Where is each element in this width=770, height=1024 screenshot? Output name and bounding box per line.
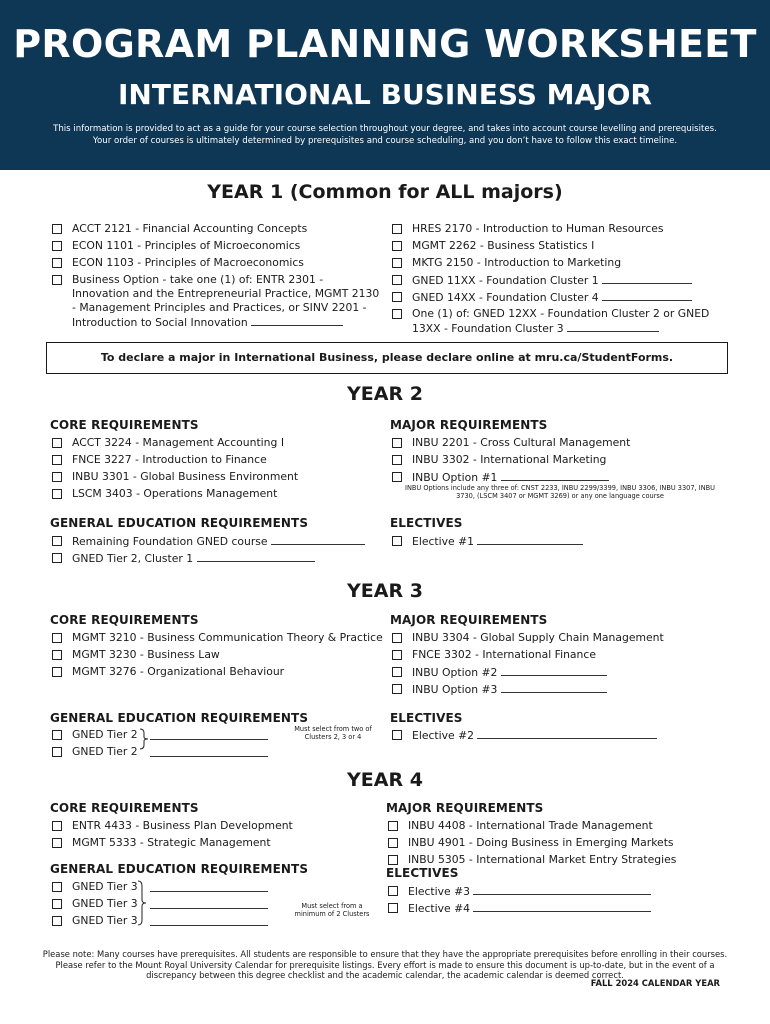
checklist-item[interactable]: INBU Option #3 [390, 682, 607, 697]
write-in-blank[interactable] [501, 665, 607, 676]
checkbox[interactable] [52, 747, 62, 757]
checkbox[interactable] [52, 438, 62, 448]
page-title: PROGRAM PLANNING WORKSHEET [13, 22, 757, 66]
checklist-item[interactable]: INBU 5305 - International Market Entry Strategies [386, 853, 676, 867]
checkbox[interactable] [392, 455, 402, 465]
checklist-item[interactable]: MGMT 3230 - Business Law [50, 648, 220, 662]
checkbox[interactable] [52, 489, 62, 499]
cluster-selection-note: Must select from two of Clusters 2, 3 or 4 [294, 725, 372, 741]
checklist-item[interactable]: INBU 3304 - Global Supply Chain Management [390, 631, 664, 645]
checklist-item[interactable]: MGMT 5333 - Strategic Management [50, 836, 271, 850]
electives-label: ELECTIVES [386, 866, 459, 880]
write-in-blank[interactable] [477, 534, 583, 545]
calendar-year-label: FALL 2024 CALENDAR YEAR [590, 978, 720, 988]
general-education-label: GENERAL EDUCATION REQUIREMENTS [50, 862, 309, 876]
checklist-item[interactable]: INBU 4901 - Doing Business in Emerging Markets [386, 836, 674, 850]
major-requirements-label: MAJOR REQUIREMENTS [390, 418, 548, 432]
checkbox[interactable] [52, 899, 62, 909]
core-requirements-label: CORE REQUIREMENTS [50, 418, 199, 432]
checkbox[interactable] [392, 258, 402, 268]
checkbox[interactable] [392, 438, 402, 448]
checklist-item[interactable]: Elective #2 [390, 728, 657, 743]
checklist-item[interactable]: MGMT 3276 - Organizational Behaviour [50, 665, 284, 679]
checkbox[interactable] [392, 667, 402, 677]
note-line-1: Please note: Many courses have prerequisites. All students are responsible to ensure that they have the appropriate prerequisites before enrolling in their courses. [42, 949, 728, 959]
brace-icon [138, 728, 150, 750]
checklist-item[interactable]: LSCM 3403 - Operations Management [50, 487, 277, 501]
checklist-item[interactable]: INBU 4408 - International Trade Management [386, 819, 653, 833]
checklist-item[interactable]: Elective #3 [386, 884, 651, 899]
checkbox[interactable] [52, 667, 62, 677]
checkbox[interactable] [52, 838, 62, 848]
checkbox[interactable] [52, 650, 62, 660]
write-in-blank[interactable] [501, 682, 607, 693]
checklist-item[interactable]: Remaining Foundation GNED course [50, 534, 365, 549]
checkbox[interactable] [388, 886, 398, 896]
checklist-item[interactable]: INBU Option #2 [390, 665, 607, 680]
checkbox[interactable] [392, 241, 402, 251]
checkbox[interactable] [388, 838, 398, 848]
checkbox[interactable] [392, 684, 402, 694]
major-requirements-label: MAJOR REQUIREMENTS [390, 613, 548, 627]
write-in-blank[interactable] [150, 746, 268, 757]
checklist-item[interactable]: GNED 11XX - Foundation Cluster 1 [390, 273, 692, 288]
checklist-item[interactable]: Elective #1 [390, 534, 583, 549]
checkbox[interactable] [392, 472, 402, 482]
write-in-blank[interactable] [150, 881, 268, 892]
core-requirements-label: CORE REQUIREMENTS [50, 613, 199, 627]
checkbox[interactable] [52, 224, 62, 234]
checklist-item[interactable]: FNCE 3302 - International Finance [390, 648, 596, 662]
checklist-item[interactable]: ECON 1101 - Principles of Microeconomics [50, 239, 300, 253]
write-in-blank[interactable] [150, 898, 268, 909]
checklist-item[interactable]: HRES 2170 - Introduction to Human Resources [390, 222, 664, 236]
write-in-blank[interactable] [477, 728, 657, 739]
checklist-item[interactable]: GNED Tier 2, Cluster 1 [50, 551, 315, 566]
checklist-item[interactable]: MGMT 2262 - Business Statistics I [390, 239, 594, 253]
intro-text [30, 123, 740, 147]
checkbox[interactable] [392, 536, 402, 546]
checklist-item[interactable]: FNCE 3227 - Introduction to Finance [50, 453, 267, 467]
checkbox[interactable] [52, 241, 62, 251]
year2-heading: YEAR 2 [347, 383, 423, 405]
prerequisite-note [40, 949, 730, 981]
cluster-selection-note: Must select from a minimum of 2 Clusters [294, 902, 370, 918]
page-subtitle: INTERNATIONAL BUSINESS MAJOR [118, 78, 652, 111]
write-in-blank[interactable] [251, 315, 343, 326]
checklist-item[interactable]: GNED 14XX - Foundation Cluster 4 [390, 290, 692, 305]
intro-line-1: This information is provided to act as a guide for your course selection throughout your degree, and takes into account course levelling and prerequisites. [53, 124, 717, 134]
write-in-blank[interactable] [567, 321, 659, 332]
note-line-3: discrepancy between this degree checklist and the academic calendar, the academic calendar is deemed correct. [146, 970, 624, 980]
checklist-item[interactable]: INBU Option #1 [390, 470, 609, 485]
checklist-item[interactable]: INBU 2201 - Cross Cultural Management [390, 436, 630, 450]
checklist-item[interactable]: Business Option - take one (1) of: ENTR 2301 - Innovation and the Entrepreneurial Practice, MGMT 2130 - Management Principles and Practices, or SINV 2201 - Introduction to Social Innovation [50, 273, 380, 330]
checkbox[interactable] [52, 916, 62, 926]
year1-heading: YEAR 1 (Common for ALL majors) [207, 181, 563, 203]
checkbox[interactable] [392, 224, 402, 234]
electives-label: ELECTIVES [390, 711, 463, 725]
intro-line-2: Your order of courses is ultimately determined by prerequisites and course scheduling, and you don’t have to follow this exact timeline. [92, 136, 678, 146]
checkbox[interactable] [52, 730, 62, 740]
checkbox[interactable] [392, 309, 402, 319]
write-in-blank[interactable] [197, 551, 315, 562]
checkbox[interactable] [392, 730, 402, 740]
checklist-item[interactable]: ACCT 3224 - Management Accounting I [50, 436, 284, 450]
write-in-blank[interactable] [602, 290, 692, 301]
checkbox[interactable] [388, 903, 398, 913]
checkbox[interactable] [388, 821, 398, 831]
write-in-blank[interactable] [473, 901, 651, 912]
checklist-item[interactable]: GNED Tier 2 [50, 728, 138, 742]
checkbox[interactable] [52, 821, 62, 831]
checkbox[interactable] [52, 275, 62, 285]
write-in-blank[interactable] [271, 534, 365, 545]
write-in-blank[interactable] [150, 729, 268, 740]
write-in-blank[interactable] [602, 273, 692, 284]
write-in-blank[interactable] [150, 915, 268, 926]
general-education-label: GENERAL EDUCATION REQUIREMENTS [50, 516, 309, 530]
checkbox[interactable] [52, 258, 62, 268]
year4-heading: YEAR 4 [347, 769, 423, 791]
checklist-item[interactable]: ECON 1103 - Principles of Macroeconomics [50, 256, 304, 270]
checkbox[interactable] [392, 275, 402, 285]
year3-heading: YEAR 3 [347, 580, 423, 602]
checkbox[interactable] [52, 882, 62, 892]
checkbox[interactable] [392, 633, 402, 643]
checklist-item[interactable]: GNED Tier 3 [50, 897, 138, 911]
header-banner [0, 0, 770, 170]
core-requirements-label: CORE REQUIREMENTS [50, 801, 199, 815]
inbu-options-note: INBU Options include any three of: CNST 2233, INBU 2299/3399, INBU 3306, INBU 3307, INBU 3730, (LSCM 3407 or MGMT 3269) or any one language course [405, 484, 715, 500]
checklist-item[interactable]: MKTG 2150 - Introduction to Marketing [390, 256, 621, 270]
checklist-item[interactable]: MGMT 3210 - Business Communication Theory & Practice [50, 631, 383, 645]
checklist-item[interactable]: INBU 3302 - International Marketing [390, 453, 606, 467]
checklist-item[interactable]: Elective #4 [386, 901, 651, 916]
checkbox[interactable] [392, 650, 402, 660]
electives-label: ELECTIVES [390, 516, 463, 530]
general-education-label: GENERAL EDUCATION REQUIREMENTS [50, 711, 309, 725]
checkbox[interactable] [52, 633, 62, 643]
major-requirements-label: MAJOR REQUIREMENTS [386, 801, 544, 815]
note-line-2: Please refer to the Mount Royal University Calendar for prerequisite listings. Every effort is made to ensure this document is up-to-date, but in the event of a [55, 959, 715, 970]
write-in-blank[interactable] [473, 884, 651, 895]
checkbox[interactable] [388, 855, 398, 865]
checkbox[interactable] [52, 536, 62, 546]
checkbox[interactable] [52, 553, 62, 563]
checkbox[interactable] [52, 455, 62, 465]
checklist-item[interactable]: ENTR 4433 - Business Plan Development [50, 819, 293, 833]
declare-major-notice: To declare a major in International Business, please declare online at mru.ca/StudentForms. [46, 342, 728, 374]
checklist-item[interactable]: GNED Tier 3 [50, 880, 138, 894]
checkbox[interactable] [392, 292, 402, 302]
checklist-item[interactable]: GNED Tier 3 [50, 914, 138, 928]
write-in-blank[interactable] [501, 470, 609, 481]
checklist-item[interactable]: ACCT 2121 - Financial Accounting Concepts [50, 222, 307, 236]
checklist-item[interactable]: GNED Tier 2 [50, 745, 138, 759]
checkbox[interactable] [52, 472, 62, 482]
brace-icon [136, 880, 148, 926]
checklist-item[interactable]: One (1) of: GNED 12XX - Foundation Cluster 2 or GNED 13XX - Foundation Cluster 3 [390, 307, 730, 336]
checklist-item[interactable]: INBU 3301 - Global Business Environment [50, 470, 298, 484]
